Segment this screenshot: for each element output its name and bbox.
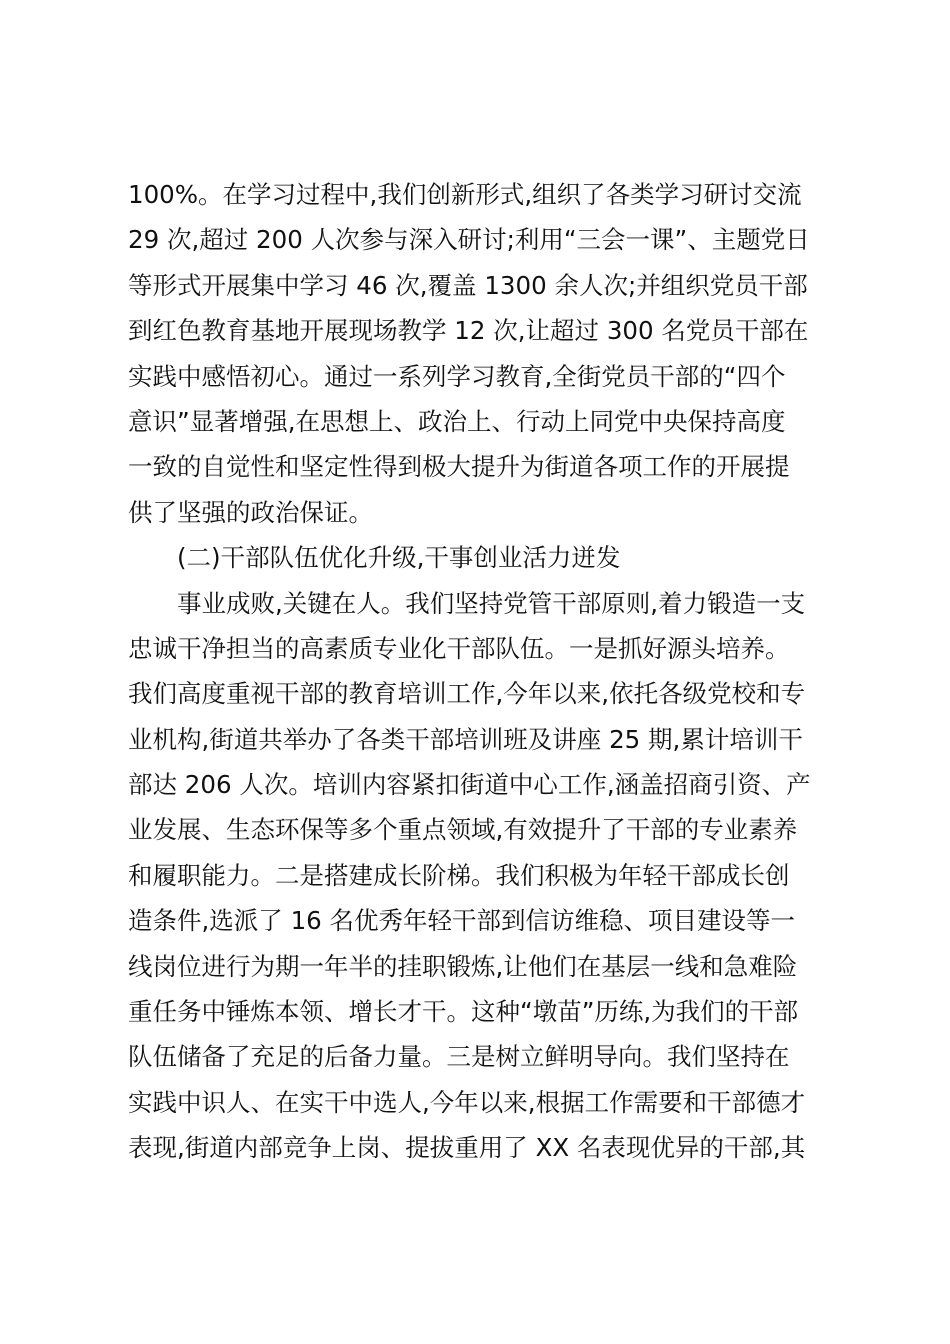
text-line: 到红色教育基地开展现场教学 12 次,让超过 300 名党员干部在 <box>128 316 809 346</box>
text-line: 一致的自觉性和坚定性得到极大提升为街道各项工作的开展提 <box>128 452 790 482</box>
text-line: 意识”显著增强,在思想上、政治上、行动上同党中央保持高度 <box>128 406 786 436</box>
section-heading: (二)干部队伍优化升级,干事创业活力迸发 <box>177 543 621 573</box>
text-line: 忠诚干净担当的高素质专业化干部队伍。一是抓好源头培养。 <box>128 633 790 663</box>
text-line: 业机构,街道共举办了各类干部培训班及讲座 25 期,累计培训干 <box>128 724 803 754</box>
text-line: 供了坚强的政治保证。 <box>128 497 373 527</box>
text-line: 和履职能力。二是搭建成长阶梯。我们积极为年轻干部成长创 <box>128 860 790 890</box>
text-line: 事业成败,关键在人。我们坚持党管干部原则,着力锻造一支 <box>177 588 806 618</box>
text-line: 实践中识人、在实干中选人,今年以来,根据工作需要和干部德才 <box>128 1087 806 1117</box>
text-line: 部达 206 人次。培训内容紧扣街道中心工作,涵盖招商引资、产 <box>128 770 811 800</box>
document-page <box>128 172 848 1171</box>
text-line: 业发展、生态环保等多个重点领域,有效提升了干部的专业素养 <box>128 815 798 845</box>
text-line: 100%。在学习过程中,我们创新形式,组织了各类学习研讨交流 <box>128 180 802 209</box>
text-line: 队伍储备了充足的后备力量。三是树立鲜明导向。我们坚持在 <box>128 1042 790 1072</box>
text-line: 我们高度重视干部的教育培训工作,今年以来,依托各级党校和专 <box>128 679 806 709</box>
text-line: 实践中感悟初心。通过一系列学习教育,全街党员干部的“四个 <box>128 361 786 391</box>
text-line: 29 次,超过 200 人次参与深入研讨;利用“三会一课”、主题党日 <box>128 225 810 255</box>
text-line: 重任务中锤炼本领、增长才干。这种“墩苗”历练,为我们的干部 <box>128 997 799 1027</box>
text-line: 造条件,选派了 16 名优秀年轻干部到信访维稳、项目建设等一 <box>128 906 796 936</box>
text-line: 等形式开展集中学习 46 次,覆盖 1300 余人次;并组织党员干部 <box>128 270 808 300</box>
text-line: 表现,街道内部竞争上岗、提拔重用了 XX 名表现优异的干部,其 <box>128 1133 806 1163</box>
text-line: 线岗位进行为期一年半的挂职锻炼,让他们在基层一线和急难险 <box>128 951 798 981</box>
